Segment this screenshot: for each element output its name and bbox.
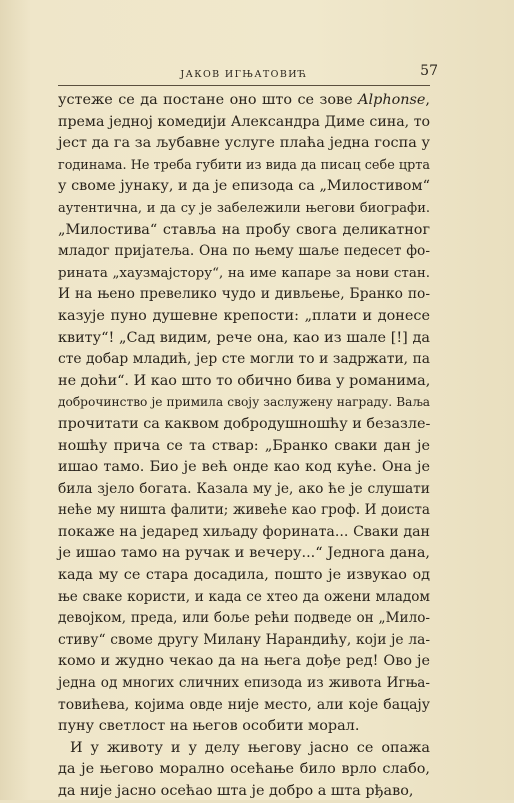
text-line: ње сваке користи, и када се хтео да ожени младом [58, 588, 430, 605]
text-line: у своме јунаку, и да је епизода са „Милостивом“ [58, 178, 430, 195]
running-head: ЈАКОВ ИГЊАТОВИЋ [180, 69, 308, 80]
text-line: покаже на једаред хиљаду форината... Сваки дан [58, 523, 430, 540]
text-line: аутентична, и да су је забележили његови биографи. [58, 200, 430, 216]
text-line: јест да га за љубавне услуге плаћа једна госпа у [58, 135, 430, 152]
text-line: рината „хаузмајстору“, на име капаре за нови стан. [58, 265, 430, 281]
text-line: И у животу и у делу његову јасно се опажа [70, 739, 430, 756]
text-line: била зјело богата. Казала му је, ако ће је слушати [58, 480, 430, 497]
text-line: стиву“ своме другу Милану Нарандићу, који је ла- [58, 631, 430, 648]
text-line: годинама. Не треба губити из вида да писац себе црта [58, 157, 430, 173]
text-line: да није јасно осећао шта је добро а шта рђаво, [58, 783, 414, 799]
page-number: 57 [420, 63, 438, 79]
text-line: „Милостива“ ставља на пробу свога деликатног [58, 221, 430, 238]
text-line: ишао тамо. Био је већ онде као код куће. Она је [58, 459, 430, 476]
text-line: казује пуно душевне крепости: „плати и донесе [58, 307, 430, 324]
page-header [58, 63, 438, 86]
text-line: да је његово морално осећање било врло слабо, [58, 761, 430, 778]
text-line: комо и жудно чекао да на њега дође ред! Ово је [58, 653, 430, 670]
text-line: устеже се да постане оно што се зове Alphonse, [58, 92, 430, 108]
text-line: када му се стара досадила, пошто је извукао од [58, 567, 430, 584]
text-line: девојком, преда, или боље рећи подведе он „Мило- [58, 610, 430, 627]
text-line: доброчинство је примила своју заслужену награду. Ваља [58, 395, 430, 410]
text-line: сте добар младић, јер сте могли то и задржати, па [58, 351, 430, 368]
text-line: И на њено превелико чудо и дивљење, Бранко по- [58, 286, 430, 303]
body-text [58, 90, 430, 803]
text-line: квиту“! „Сад видим, рече она, као из шале [!] да [58, 329, 430, 346]
text-line: младог пријатеља. Она по њему шаље педесет фо- [58, 243, 430, 260]
text-line: је ишао тамо на ручак и вечеру...“ Једнога дана, [58, 545, 430, 562]
text-line: товићева, којима овде није место, али које бацају [58, 696, 430, 713]
text-line: пуну светлост на његов особити морал. [58, 718, 360, 735]
text-line: прочитати са каквом добродушношћу и безазле- [58, 415, 431, 432]
text-line: према једној комедији Александра Диме сина, то [58, 113, 431, 130]
text-line: не доћи“. И као што то обично бива у романима, [58, 372, 431, 389]
text-line: ношћу прича се та ствар: „Бранко сваки дан је [58, 437, 430, 454]
text-line: неће му ништа фалити; живеће као гроф. И доиста [58, 502, 430, 519]
text-line: једна од многих сличних епизода из живота Игња- [58, 675, 430, 692]
